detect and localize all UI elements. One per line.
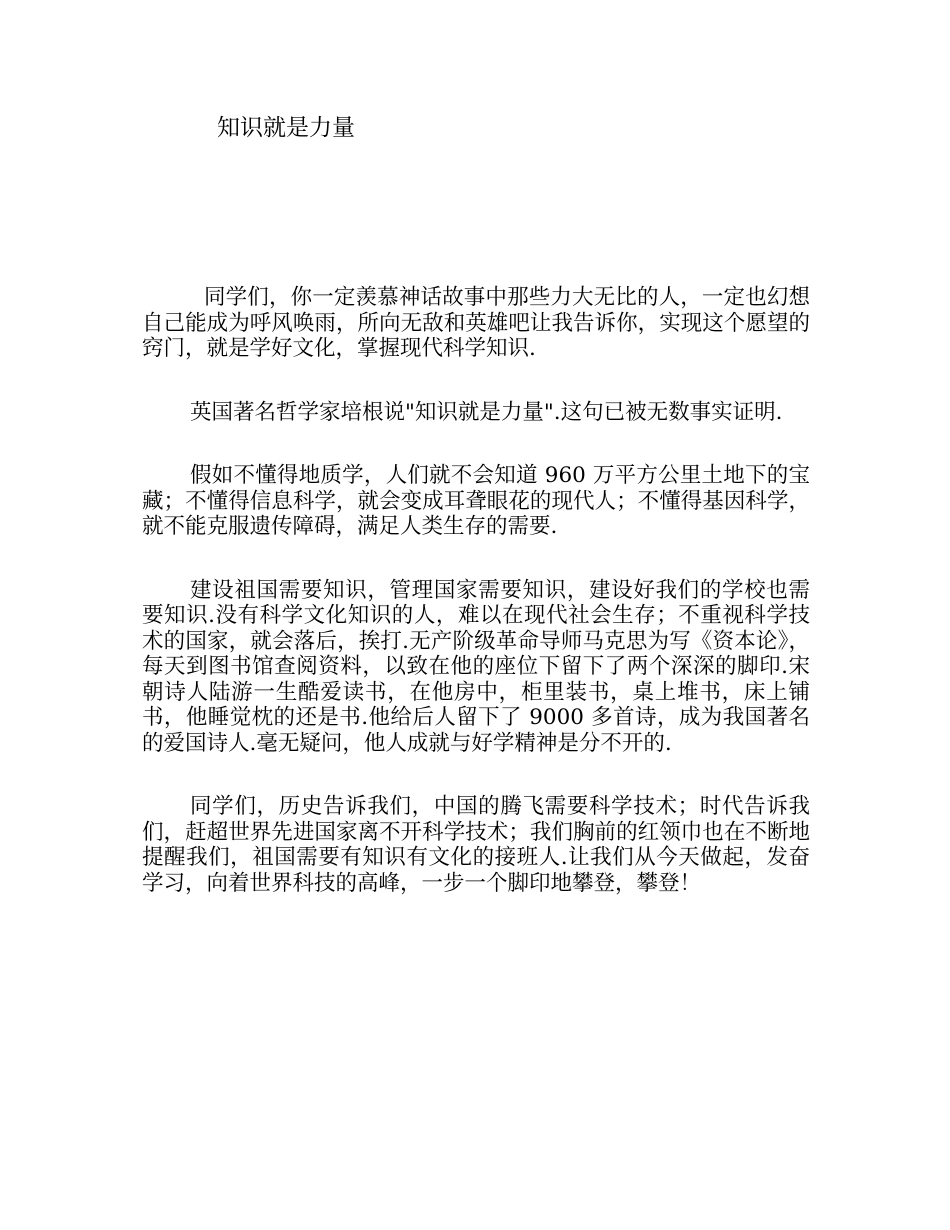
paragraph-1: 同学们，你一定羡慕神话故事中那些力大无比的人，一定也幻想自己能成为呼风唤雨，所向无敌和英雄吧让我告诉你，实现这个愿望的窍门，就是学好文化，掌握现代科学知识.: [142, 285, 810, 361]
document-title: 知识就是力量: [217, 115, 355, 141]
paragraph-2: 英国著名哲学家培根说"知识就是力量".这句已被无数事实证明.: [190, 399, 783, 425]
paragraph-3: 假如不懂得地质学，人们就不会知道 960 万平方公里土地下的宝藏；不懂得信息科学，就会变成耳聋眼花的现代人；不懂得基因科学，就不能克服遗传障碍，满足人类生存的需要.: [142, 463, 810, 539]
paragraph-4: 建设祖国需要知识，管理国家需要知识，建设好我们的学校也需要知识.没有科学文化知识的人，难以在现代社会生存；不重视科学技术的国家，就会落后，挨打.无产阶级革命导师马克思为写《资本论》，每天到图书馆查阅资料，以致在他的座位下留下了两个深深的脚印.宋朝诗人陆游一生酷爱读书，在他房中，柜里装书，桌上堆书，床上铺书，他睡觉枕的还是书.他给后人留下了 9000 多首诗，成为我国著名的爱国诗人.毫无疑问，他人成就与好学精神是分不开的.: [142, 577, 810, 756]
document-body: [142, 285, 810, 934]
paragraph-5: 同学们，历史告诉我们，中国的腾飞需要科学技术；时代告诉我们，赶超世界先进国家离不开科学技术；我们胸前的红领巾也在不断地提醒我们，祖国需要有知识有文化的接班人.让我们从今天做起，发奋学习，向着世界科技的高峰，一步一个脚印地攀登，攀登！: [142, 794, 810, 896]
